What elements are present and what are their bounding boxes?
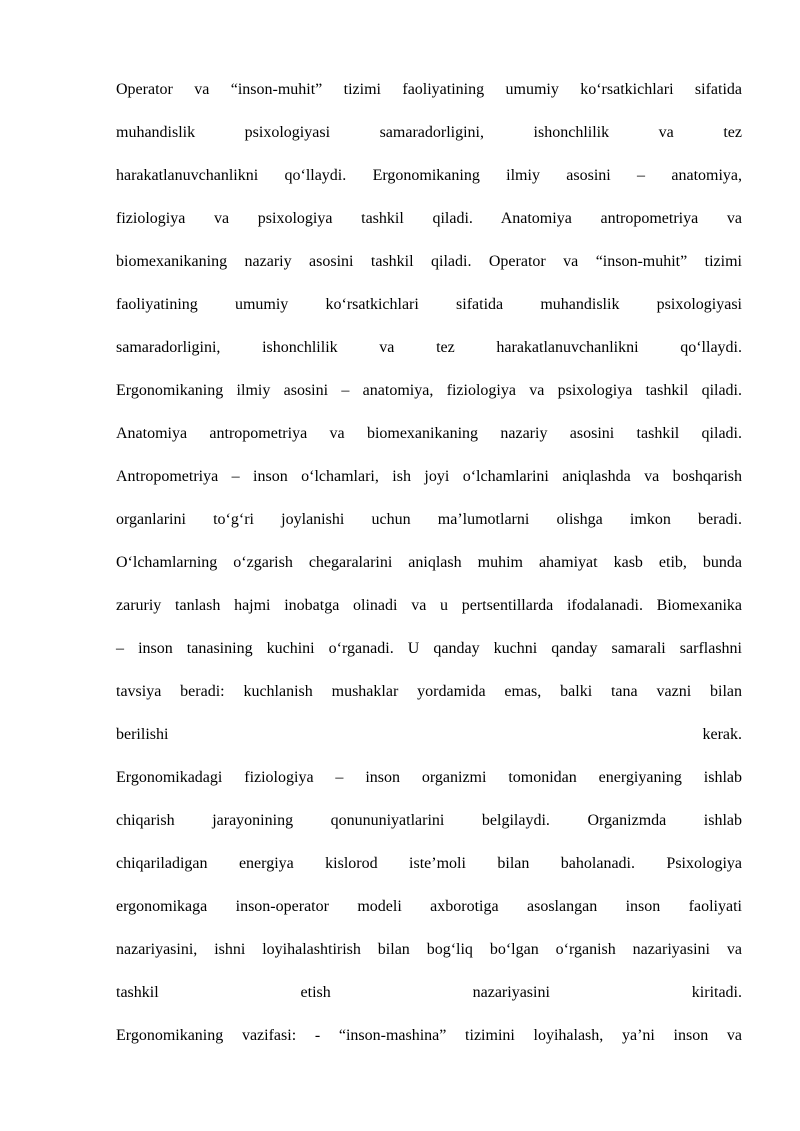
text-line: tashkil etish nazariyasini kiritadi. — [116, 984, 742, 1001]
text-line: organlarini to‘g‘ri joylanishi uchun ma’lumotlarni olishga imkon beradi. — [116, 511, 742, 528]
text-line: tavsiya beradi: kuchlanish mushaklar yordamida emas, balki tana vazni bilan — [116, 683, 742, 700]
text-line: biomexanikaning nazariy asosini tashkil qiladi. Operator va “inson-muhit” tizimi — [116, 253, 742, 270]
text-line: – inson tanasining kuchini o‘rganadi. U qanday kuchni qanday samarali sarflashni — [116, 640, 742, 657]
text-line: muhandislik psixologiyasi samaradorligini, ishonchlilik va tez — [116, 124, 742, 141]
text-line: samaradorligini, ishonchlilik va tez harakatlanuvchanlikni qo‘llaydi. — [116, 339, 742, 356]
text-line: Ergonomikadagi fiziologiya – inson organizmi tomonidan energiyaning ishlab — [116, 769, 742, 786]
text-line: chiqarish jarayonining qonununiyatlarini belgilaydi. Organizmda ishlab — [116, 812, 742, 829]
text-line: Ergonomikaning ilmiy asosini – anatomiya, fiziologiya va psixologiya tashkil qiladi. — [116, 382, 742, 399]
body-text — [116, 68, 742, 1057]
text-line: O‘lchamlarning o‘zgarish chegaralarini aniqlash muhim ahamiyat kasb etib, bunda — [116, 554, 742, 571]
text-line: Antropometriya – inson o‘lchamlari, ish joyi o‘lchamlarini aniqlashda va boshqarish — [116, 468, 742, 485]
text-line: chiqariladigan energiya kislorod iste’moli bilan baholanadi. Psixologiya — [116, 855, 742, 872]
text-line: faoliyatining umumiy ko‘rsatkichlari sifatida muhandislik psixologiyasi — [116, 296, 742, 313]
text-line: berilishi kerak. — [116, 726, 742, 743]
text-line: Ergonomikaning vazifasi: - “inson-mashina” tizimini loyihalash, ya’ni inson va — [116, 1027, 742, 1044]
text-line: fiziologiya va psixologiya tashkil qiladi. Anatomiya antropometriya va — [116, 210, 742, 227]
text-line: nazariyasini, ishni loyihalashtirish bilan bog‘liq bo‘lgan o‘rganish nazariyasini va — [116, 941, 742, 958]
text-line: Operator va “inson-muhit” tizimi faoliyatining umumiy ko‘rsatkichlari sifatida — [116, 81, 742, 98]
text-line: harakatlanuvchanlikni qo‘llaydi. Ergonomikaning ilmiy asosini – anatomiya, — [116, 167, 742, 184]
text-line: zaruriy tanlash hajmi inobatga olinadi va u pertsentillarda ifodalanadi. Biomexanika — [116, 597, 742, 614]
text-line: Anatomiya antropometriya va biomexanikaning nazariy asosini tashkil qiladi. — [116, 425, 742, 442]
text-line: ergonomikaga inson-operator modeli axborotiga asoslangan inson faoliyati — [116, 898, 742, 915]
